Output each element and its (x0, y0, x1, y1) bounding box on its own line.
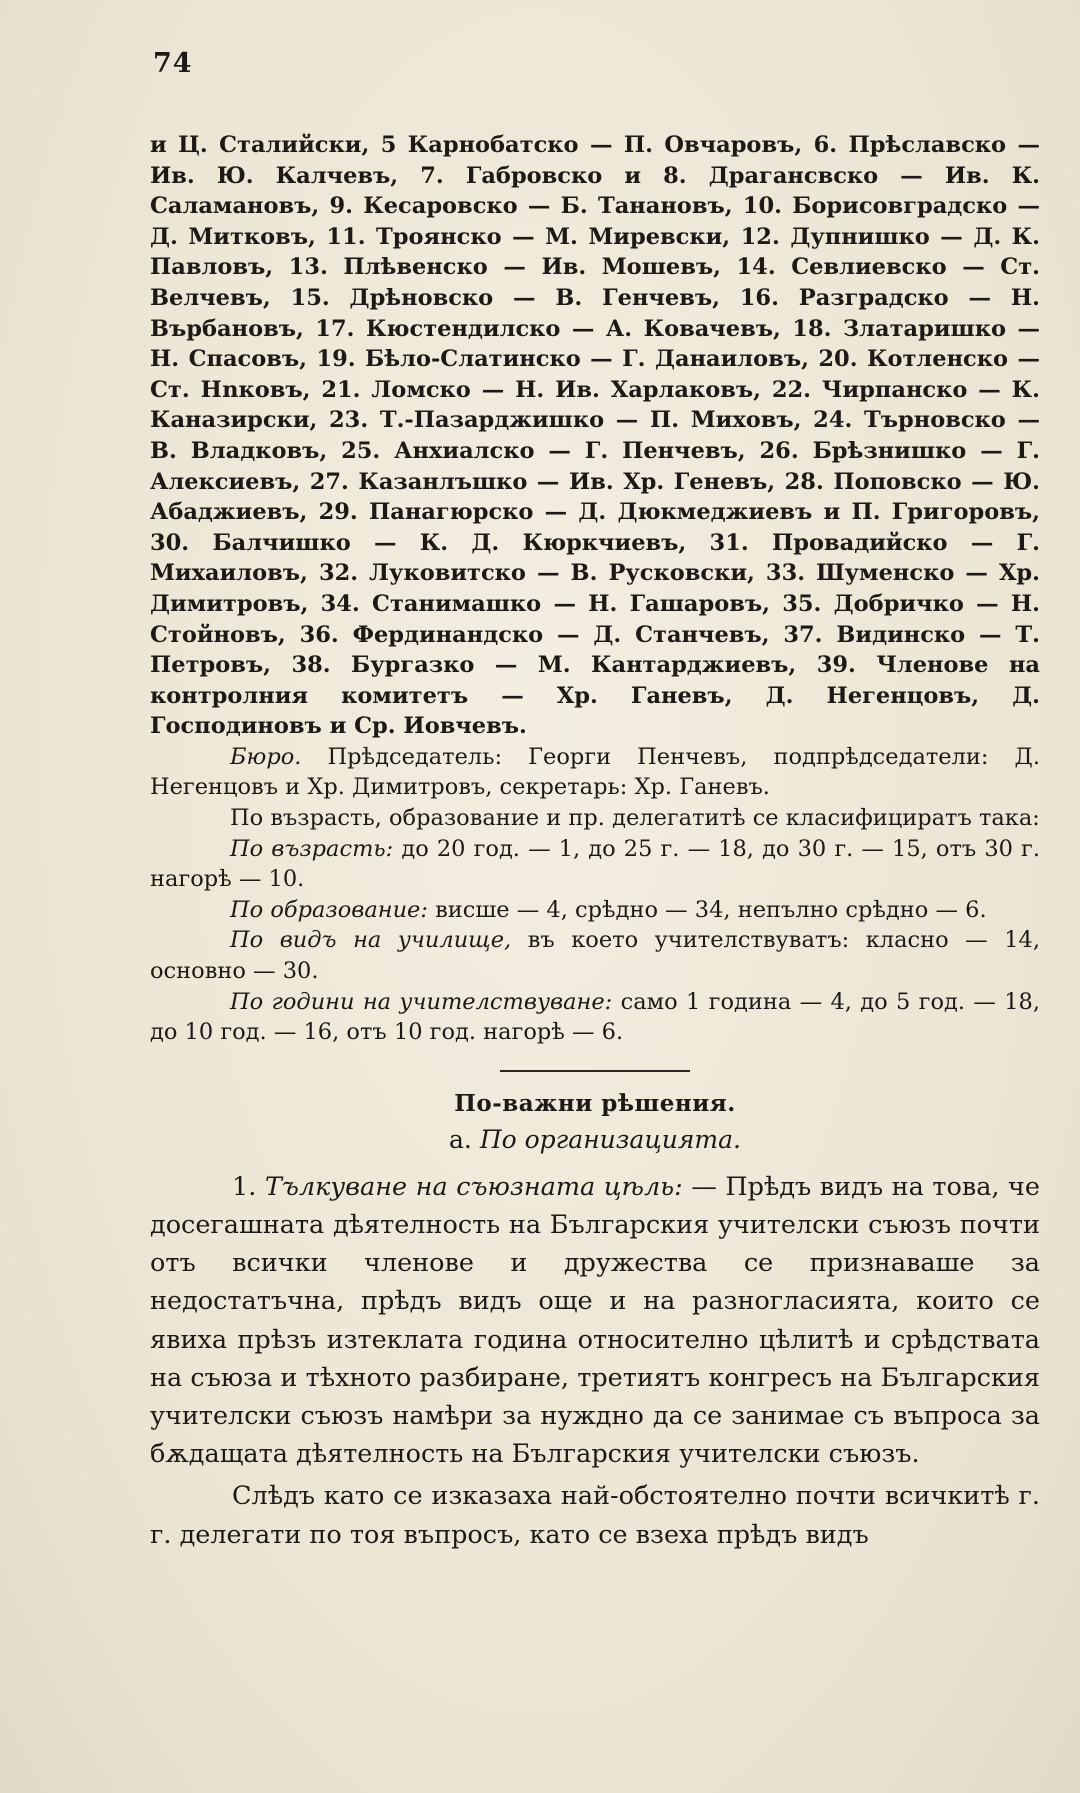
classification-intro: По възрасть, образование и пр. делегатитѣ се класифициратъ така: (230, 805, 1040, 832)
decision-number: 1. (232, 1171, 257, 1202)
classification-education (150, 895, 1040, 926)
classification-label: По възрасть: (230, 835, 394, 862)
page-body (150, 130, 1040, 1558)
classification-text: само 1 година — 4, до 5 год. — 18, до 10 год. — 16, отъ 10 год. нагорѣ — 6. (150, 988, 1040, 1046)
classification-label: По образование: (230, 896, 428, 923)
classification-label: По години на учителствуване: (230, 988, 613, 1015)
subheading-prefix: а. (449, 1124, 472, 1154)
classification-years-teaching (150, 987, 1040, 1048)
classification-age (150, 834, 1040, 895)
decision-text: — Прѣдъ видъ на това, че досегашната дѣятелность на Българския учителски съюзъ почти отъ всички членове и дружества се признаваше за недостатъчна, прѣдъ видъ още и на разногласията, които се явиха прѣзъ изтеклата година относително цѣлитѣ и срѣдствата на съюза и тѣхното разбиране, третиятъ конгресъ на Българския учителски съюзъ намѣри за нуждно да се занимае съ въпроса за бѫдащата дѣятелность на Българския учителски съюзъ. (150, 1171, 1041, 1470)
section-subheading (150, 1125, 1040, 1154)
bureau-label: Бюро. (230, 743, 302, 770)
section-divider (500, 1070, 690, 1072)
bureau-paragraph (150, 742, 1040, 803)
closing-paragraph: Слѣдъ като се изказаха най-обстоятелно почти всичкитѣ г. г. делегати по тоя въпросъ, като се взеха прѣдъ видъ (150, 1481, 1040, 1550)
decisions-section (150, 1168, 1040, 1554)
subheading-title: По организацията. (479, 1124, 741, 1154)
decision-title: Тълкуване на съюзната цѣль: (264, 1171, 683, 1202)
delegates-section (150, 130, 1040, 1048)
page-number: 74 (153, 48, 193, 79)
classification-text: до 20 год. — 1, до 25 г. — 18, до 30 г. — 15, отъ 30 г. нагорѣ — 10. (150, 835, 1040, 893)
classification-label: По видъ на училище, (230, 927, 512, 954)
classification-text: въ което учителствуватъ: класно — 14, основно — 30. (150, 927, 1040, 985)
classification-text: висше — 4, срѣдно — 34, непълно срѣдно — 6. (435, 896, 987, 923)
bureau-text: Прѣдседатель: Георги Пенчевъ, подпрѣдседатели: Д. Негенцовъ и Хр. Димитровъ, секретарь: Хр. Ганевъ. (150, 743, 1041, 801)
classification-school-type (150, 925, 1040, 986)
section-heading: По-важни рѣшения. (454, 1089, 736, 1117)
delegates-paragraph: и Ц. Сталийски, 5 Карнобатско — П. Овчаровъ, 6. Прѣславско — Ив. Ю. Калчевъ, 7. Габровско и 8. Драгансвско — Ив. К. Саламановъ, 9. Кесаровско — Б. Танановъ, 10. Борисовградско — Д. Митковъ, 11. Троянско — М. Миревски, 12. Дупнишко — Д. К. Павловъ, 13. Плѣвенско — Ив. Мошевъ, 14. Севлиевско — Ст. Велчевъ, 15. Дрѣновско — В. Генчевъ, 16. Разградско — Н. Върбановъ, 17. Кюстендилско — А. Ковачевъ, 18. Златаришко — Н. Спасовъ, 19. Бѣло-Слатинско — Г. Данаиловъ, 20. Котленско — Ст. Нոковъ, 21. Ломско — Н. Ив. Харлаковъ, 22. Чирпанско — К. Каназирски, 23. Т.-Пазарджишко — П. Миховъ, 24. Търновско — В. Владковъ, 25. Анхиалско — Г. Пенчевъ, 26. Брѣзнишко — Г. Алексиевъ, 27. Казанлъшко — Ив. Хр. Геневъ, 28. Поповско — Ю. Абаджиевъ, 29. Панагюрско — Д. Дюкмеджиевъ и П. Григоровъ, 30. Балчишко — К. Д. Кюркчиевъ, 31. Провадийско — Г. Михаиловъ, 32. Луковитско — В. Русковски, 33. Шуменско — Хр. Димитровъ, 34. Станимашко — Н. Гашаровъ, 35. Добричко — Н. Стойновъ, 36. Фердинандско — Д. Станчевъ, 37. Видинско — Т. Петровъ, 38. Бургазко — М. Кантарджиевъ, 39. Членове на контролния комитетъ — Хр. Ганевъ, Д. Негенцовъ, Д. Господиновъ и Ср. Иовчевъ. (150, 132, 1040, 740)
decision-1-paragraph (150, 1168, 1040, 1474)
